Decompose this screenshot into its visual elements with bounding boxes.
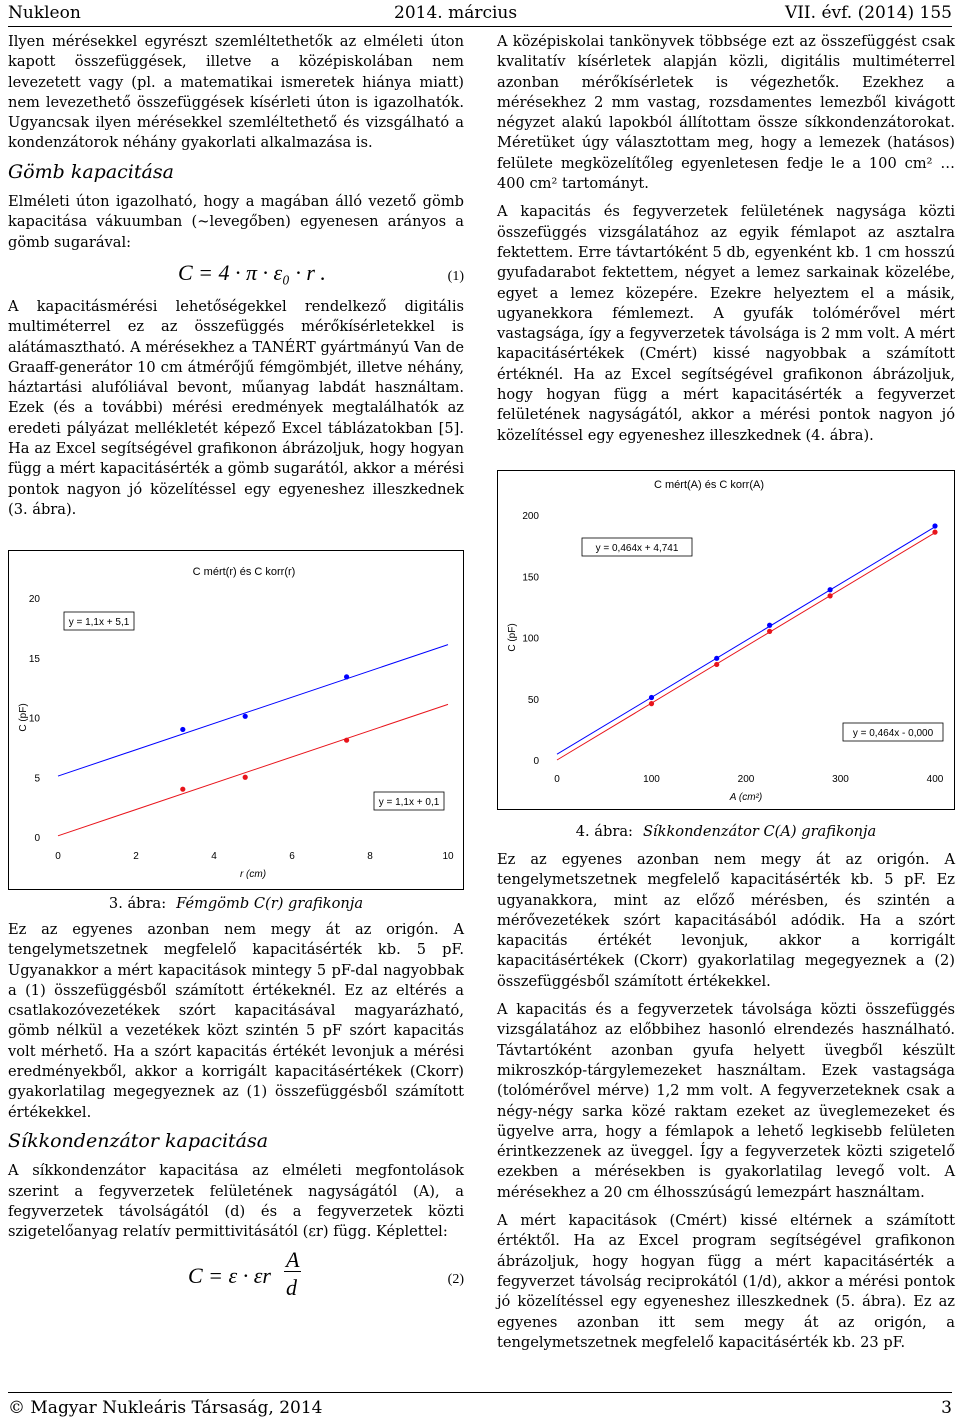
section-title-plate: Síkkondenzátor kapacitása [8,1129,269,1152]
chart-frame [498,471,955,810]
data-point-mert [649,695,654,700]
chart-sphere-capacitance [8,550,464,890]
data-point-mert [180,727,185,732]
figure-4-number: 4. ábra: [575,823,633,840]
equation-1 [8,261,464,297]
data-point-korr [828,593,833,598]
figure-4-title: Síkkondenzátor C(A) grafikonja [642,823,877,840]
equation-2 [8,1247,464,1310]
equation-label: y = 1,1x + 5,1 [68,617,130,628]
y-tick-label: 0 [533,756,539,767]
equation-label: y = 1,1x + 0,1 [378,797,440,808]
x-tick-label: 4 [211,851,217,862]
equation-2-lhs: C = ε · εr [188,1263,271,1289]
x-axis-label: A (cm²) [729,792,763,803]
figure-3-title: Fémgömb C(r) grafikonja [176,895,364,912]
data-point-mert [714,656,719,661]
x-tick-label: 0 [55,851,61,862]
chart-title: C mért(r) és C korr(r) [192,566,296,578]
data-point-mert [767,623,772,628]
figure-3-caption [8,895,464,912]
y-tick-label: 10 [28,713,40,725]
equation-label: y = 0,464x + 4,741 [595,543,679,554]
distance-paragraph: A kapacitás és a fegyverzetek távolsága közti összefüggés vizsgálatához az előbbihez hasonló elrendezés használható. Távtartóként azonban gyufa helyett üvegből készült mikroszkóp-tárgylemezeket használtam. Ezek vastagsága (tolómérővel mérve) 1,2 mm volt. A fegyverzeteknek csak a négy-négy sarka közé raktam ezeket az üveglemezeket és ügyelve arra, hogy a fémlapok a lehető legkisebb felületen érintkezzenek az üveggel. Így a fegyverzetek közti szigetelő ezekben a mérésekben is gyakorlatilag levegő volt. A mérésekhez a 20 cm élhosszúságú lemezpárt használtam. [497,1001,955,1201]
page-footer [8,1392,952,1418]
journal-name: Nukleon [8,3,81,23]
equation-label: y = 0,464x - 0,000 [852,728,934,739]
x-tick-label: 200 [737,774,755,785]
page-number: 3 [941,1398,952,1418]
data-point-korr [180,787,185,792]
x-axis-label: r (cm) [239,869,267,880]
y-axis-label: C (pF) [18,703,29,732]
equation-2-number: (2) [447,1272,464,1288]
data-point-korr [243,775,248,780]
x-tick-label: 400 [926,774,944,785]
y-tick-label: 5 [34,773,40,785]
sphere-paragraph: Elméleti úton igazolható, hogy a magában álló vezető gömb kapacitása vákuumban (~levegőben) egyenesen arányos a gömb sugarával: [8,193,464,251]
y-tick-label: 200 [522,511,539,522]
chart-frame [9,551,464,890]
volume-info: VII. évf. (2014) 155 [784,3,952,23]
y-axis-label: C (pF) [507,623,518,652]
section-title-sphere: Gömb kapacitása [8,160,174,183]
footer-copyright: © Magyar Nukleáris Társaság, 2014 [8,1398,323,1418]
data-point-korr [932,530,937,535]
figure-3-number: 3. ábra: [108,895,167,912]
chart-plate-capacitance [497,470,955,810]
y-tick-label: 100 [522,633,539,645]
intro-paragraph: Ilyen mérésekkel egyrészt szemléltethetők az elméleti úton kapott összefüggések, illetve a középiskolában nem levezetett vagy (pl. a matematikai ismeretek hiánya miatt) nem levezethető összefüggések kísérleti úton is igazolhatók. Ugyancsak ilyen mérésekkel szemléltethető és vizsgálható a kondenzátorok néhány gyakorlati alkalmazása is. [8,33,464,152]
y-tick-label: 20 [28,594,40,605]
chart-title: C mért(A) és C korr(A) [654,479,764,491]
page-header [8,0,952,27]
figure-4-caption [497,823,955,840]
equation-1-formula: C = 4 · π · ε₀ · r . [178,259,326,285]
equation-2-numerator: A [286,1247,300,1273]
equation-1-number: (1) [447,268,464,284]
figure-3 [8,550,464,890]
y-tick-label: 50 [527,694,539,706]
data-point-korr [767,629,772,634]
x-tick-label: 6 [289,851,295,862]
x-tick-label: 0 [554,774,560,785]
equation-2-denominator: d [286,1275,297,1301]
measurement-paragraph: A kapacitásmérési lehetőségekkel rendelkező digitális multiméterrel ez az összefüggés mérőkísérletekkel is alátámasztható. A mérésekhez a TANÉRT gyártmányú Van de Graaff-generátor 10 cm átmérőjű fémgömbjét, illetve néhány, háztartási alufóliával bevont, műanyag labdát használtam. Ezek (és a további) mérési eredmények megtalálhatók az eredeti pályázat mellékletét képező Excel táblázatokban [5]. Ha az Excel segítségével grafikonon ábrázoljuk, hogy hogyan függ a mért kapacitásérték a gömb sugarától, akkor a mérési pontok nagyon jó közelítéssel egy egyeneshez illeszkednek (3. ábra). [8,297,464,518]
x-tick-label: 100 [643,774,660,785]
data-point-korr [649,701,654,706]
y-tick-label: 15 [28,653,40,665]
y-tick-label: 150 [522,572,539,584]
plate-paragraph: A síkkondenzátor kapacitása az elméleti megfontolások szerint a fegyverzetek felületének nagyságától (A), a fegyverzetek távolságától (d) és a fegyverzetek közti szigetelőanyag relatív permittivitásától (εr) függ. Képlettel: [8,1162,464,1241]
plate-intercept-paragraph: Ez az egyenes azonban nem megy át az origón. A tengelymetszetnek megfelelő kapacitásérték kb. 5 pF. Ez ugyanakkora, mint az előző mérésben, és szintén a mérővezetékek szórt kapacitásából adódik. Ha a szórt kapacitás értékét levonjuk, akkor a korrigált kapacitásértékek (Ckorr) gyakorlatilag megegyeznek a (2) összefüggésből számított értékekkel. [497,851,955,990]
data-point-mert [243,714,248,719]
intercept-paragraph: Ez az egyenes azonban nem megy át az origón. A tengelymetszetnek megfelelő kapacitásérték kb. 5 pF. Ugyanakkor a mért kapacitások mintegy 5 pF-dal nagyobbak a (1) összefüggésből számított értékeknél. Ez az eltérés a csatlakozóvezetékek szórt kapacitásával magyarázható, gömb nélkül a vezetékek közt szintén 5 pF szórt kapacitás volt mérhető. Ha a szórt kapacitás értékét levonjuk a mérési eredményekből, akkor a korrigált kapacitásértékek (Ckorr) gyakorlatilag megegyeznek az (1) összefüggésből számított értékekkel. [8,921,464,1121]
left-column-top [8,32,464,528]
data-point-mert [828,587,833,592]
x-tick-label: 10 [442,851,454,862]
data-point-korr [714,662,719,667]
data-point-mert [344,674,349,679]
y-tick-label: 0 [34,833,40,844]
right-column-bottom [497,850,955,1361]
figure-4 [497,470,955,810]
plate-intro-paragraph: A középiskolai tankönyvek többsége ezt az összefüggést csak kvalitatív kísérletek alapján közli, digitális multiméterrel azonban mérőkísérletek is végezhetők. Ezekhez a mérésekhez 2 mm vastag, rozsdamentes lemezből kivágott négyzet alakú lapokból állítottam össze síkkondenzátorokat. Méretüket úgy választottam meg, hogy a lemezek (hatásos) felülete megközelítőleg egyenletesen fedje le a 100 cm² … 400 cm² tartományt. [497,33,955,193]
x-tick-label: 2 [133,851,139,862]
reciprocal-paragraph: A mért kapacitások (Cmért) kissé eltérnek a számított értéktől. Ha az Excel program segítségével grafikonon ábrázoljuk, hogy hogyan függ a mért kapacitásérték a fegyverzet távolság reciprokától (1/d), akkor a mérési pontok jó közelítéssel egy egyeneshez illeszkednek (5. ábra). Ez az egyenes azonban itt sem megy át az origón, a tengelymetszetnek megfelelő kapacitásérték kb. 23 pF. [497,1212,955,1351]
issue-date: 2014. március [394,3,518,23]
x-tick-label: 300 [832,774,849,785]
x-tick-label: 8 [367,851,373,862]
data-point-korr [344,738,349,743]
right-column-top [497,32,955,454]
area-paragraph: A kapacitás és fegyverzetek felületének nagysága közti összefüggés vizsgálatához az egyik fémlapot az asztalra fektettem. Erre távtartóként 5 db, egyenként kb. 1 cm hosszú gyufadarabot fektettem, négyet a lemez sarkainak közelébe, egyet a lemez közepére. Ezekre helyeztem el a másik, ugyanekkora fémlemezt. A gyufák tolómérővel mért vastagsága, így a fegyverzetek távolsága is 2 mm volt. A mért kapacitásértékek (Cmért) kissé nagyobbak a számított értéknél. Ha az Excel segítségével grafikonon ábrázoljuk, hogy hogyan függ a mért kapacitásérték a fegyverzet felületének nagyságától, akkor a mérési pontok nagyon jó közelítéssel egy egyeneshez illeszkednek (4. ábra). [497,203,955,444]
left-column-bottom [8,920,464,1310]
data-point-mert [932,523,937,528]
